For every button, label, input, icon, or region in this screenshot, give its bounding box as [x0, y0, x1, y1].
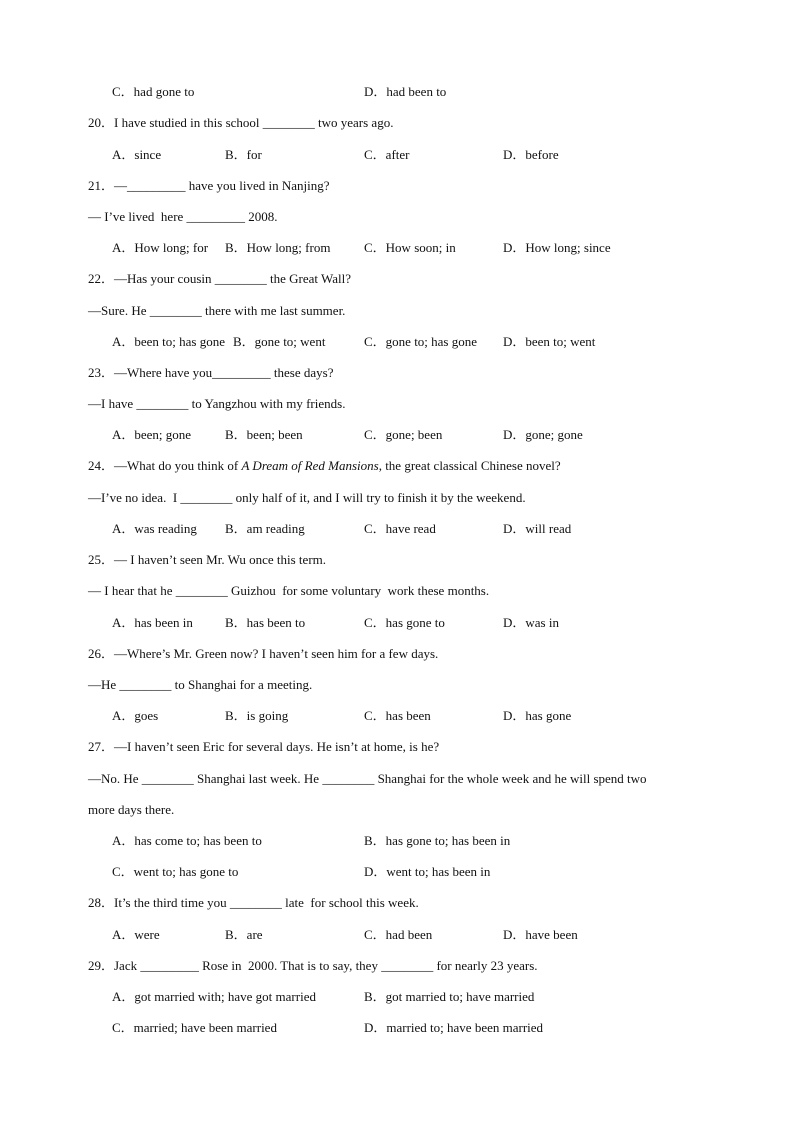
- q25-stem: 25．— I haven’t seen Mr. Wu once this term.: [88, 552, 327, 567]
- q22-stem: 22．—Has your cousin ________ the Great Wall?: [88, 271, 351, 286]
- q24-line2: —I’ve no idea. I ________ only half of it, and I will try to finish it by the weekend.: [88, 490, 526, 505]
- q20-stem: 20．I have studied in this school ________ two years ago.: [88, 115, 394, 130]
- q27-option-c[interactable]: C．went to; has gone to: [112, 864, 239, 879]
- q20-option-c[interactable]: C．after: [364, 147, 410, 162]
- q25-option-d[interactable]: D．was in: [503, 615, 559, 630]
- q23-line2: —I have ________ to Yangzhou with my friends.: [88, 396, 346, 411]
- q23-option-a[interactable]: A．been; gone: [112, 427, 192, 442]
- q19-option-c[interactable]: C．had gone to: [112, 84, 195, 99]
- q22-line2: —Sure. He ________ there with me last summer.: [88, 303, 346, 318]
- q27-option-d[interactable]: D．went to; has been in: [364, 864, 491, 879]
- q29-option-c[interactable]: C．married; have been married: [112, 1020, 277, 1035]
- q21-option-d[interactable]: D．How long; since: [503, 240, 611, 255]
- q23-option-d[interactable]: D．gone; gone: [503, 427, 583, 442]
- q24-stem: [88, 458, 561, 474]
- q24-book-title: A Dream of Red Mansions: [241, 458, 379, 473]
- q26-option-d[interactable]: D．has gone: [503, 708, 572, 723]
- q21-line2: — I’ve lived here _________ 2008.: [88, 209, 278, 224]
- q26-line2: —He ________ to Shanghai for a meeting.: [88, 677, 313, 692]
- q26-stem: 26．—Where’s Mr. Green now? I haven’t seen him for a few days.: [88, 646, 439, 661]
- q26-option-c[interactable]: C．has been: [364, 708, 431, 723]
- q22-option-c[interactable]: C．gone to; has gone: [364, 334, 478, 349]
- q22-option-b[interactable]: B．gone to; went: [233, 334, 326, 349]
- q28-option-a[interactable]: A．were: [112, 927, 160, 942]
- q23-option-b[interactable]: B．been; been: [225, 427, 303, 442]
- q25-option-c[interactable]: C．has gone to: [364, 615, 445, 630]
- q19-option-d[interactable]: D．had been to: [364, 84, 447, 99]
- q22-option-d[interactable]: D．been to; went: [503, 334, 596, 349]
- q24-stem-post: , the great classical Chinese novel?: [378, 458, 561, 473]
- q20-option-b[interactable]: B．for: [225, 147, 262, 162]
- q20-option-a[interactable]: A．since: [112, 147, 162, 162]
- q24-option-c[interactable]: C．have read: [364, 521, 436, 536]
- q27-option-a[interactable]: A．has come to; has been to: [112, 833, 262, 848]
- q26-option-b[interactable]: B．is going: [225, 708, 289, 723]
- q29-option-a[interactable]: A．got married with; have got married: [112, 989, 316, 1004]
- q23-option-c[interactable]: C．gone; been: [364, 427, 443, 442]
- q21-option-c[interactable]: C．How soon; in: [364, 240, 456, 255]
- q28-option-d[interactable]: D．have been: [503, 927, 578, 942]
- q29-option-b[interactable]: B．got married to; have married: [364, 989, 535, 1004]
- q27-line2: —No. He ________ Shanghai last week. He ________ Shanghai for the whole week and he will spend two: [88, 771, 647, 786]
- q24-option-d[interactable]: D．will read: [503, 521, 572, 536]
- q24-option-b[interactable]: B．am reading: [225, 521, 305, 536]
- q25-option-b[interactable]: B．has been to: [225, 615, 306, 630]
- q27-option-b[interactable]: B．has gone to; has been in: [364, 833, 511, 848]
- q22-option-a[interactable]: A．been to; has gone: [112, 334, 226, 349]
- q26-option-a[interactable]: A．goes: [112, 708, 159, 723]
- q20-option-d[interactable]: D．before: [503, 147, 559, 162]
- q21-stem: 21．—_________ have you lived in Nanjing?: [88, 178, 330, 193]
- q29-stem: 29．Jack _________ Rose in 2000. That is to say, they ________ for nearly 23 years.: [88, 958, 538, 973]
- q28-option-b[interactable]: B．are: [225, 927, 263, 942]
- q29-option-d[interactable]: D．married to; have been married: [364, 1020, 544, 1035]
- q28-stem: 28．It’s the third time you ________ late for school this week.: [88, 895, 419, 910]
- q23-stem: 23．—Where have you_________ these days?: [88, 365, 334, 380]
- q28-option-c[interactable]: C．had been: [364, 927, 433, 942]
- q24-option-a[interactable]: A．was reading: [112, 521, 197, 536]
- q25-line2: — I hear that he ________ Guizhou for some voluntary work these months.: [88, 583, 490, 598]
- q21-option-a[interactable]: A．How long; for: [112, 240, 209, 255]
- q24-stem-pre: 24．—What do you think of: [88, 458, 242, 473]
- q21-option-b[interactable]: B．How long; from: [225, 240, 331, 255]
- q27-stem: 27．—I haven’t seen Eric for several days. He isn’t at home, is he?: [88, 739, 440, 754]
- q27-line3: more days there.: [88, 802, 175, 817]
- q25-option-a[interactable]: A．has been in: [112, 615, 193, 630]
